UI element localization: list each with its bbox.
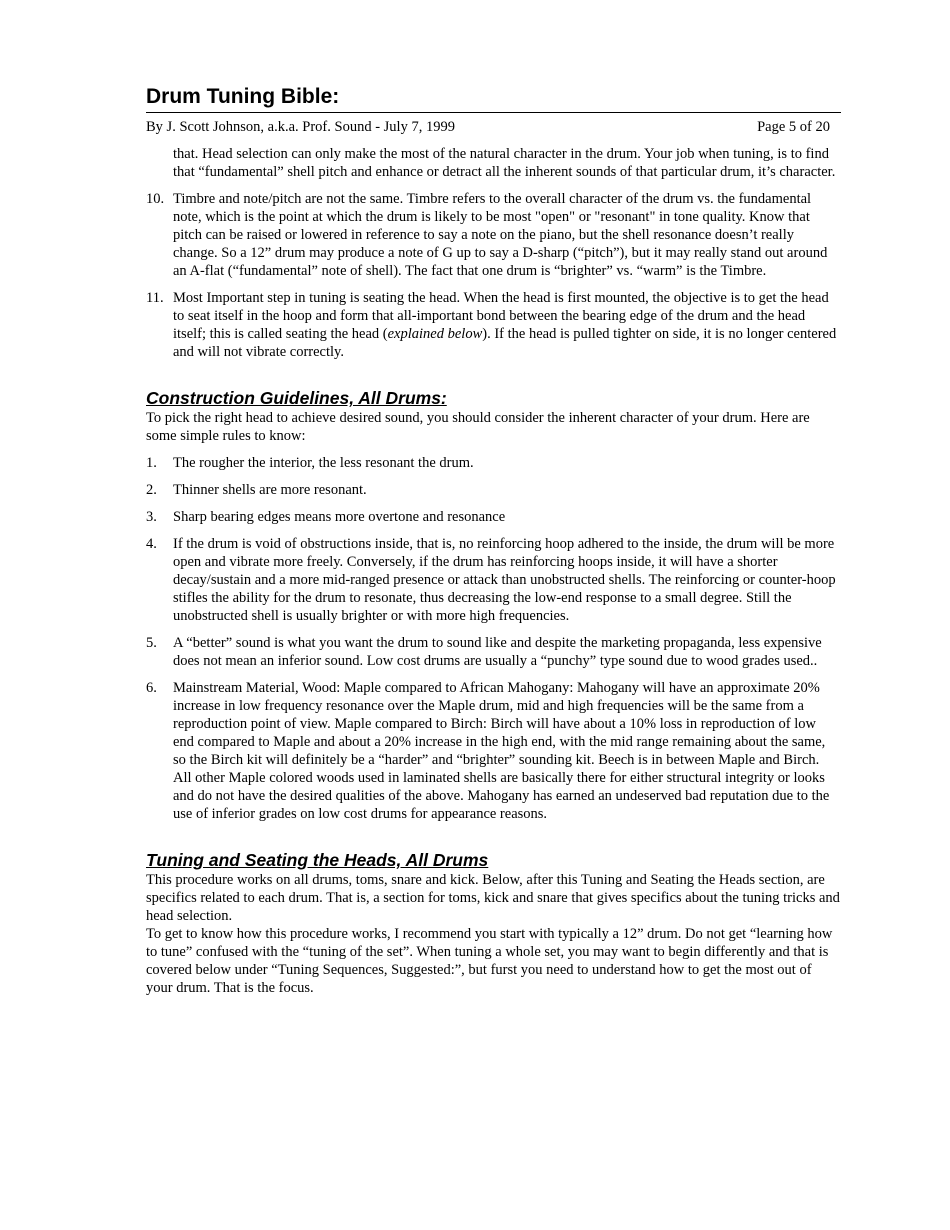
list-item-number: 2. [146, 482, 157, 498]
list-item-text: Mainstream Material, Wood: Maple compared to African Mahogany: Mahogany will have an approximate 20% increase in low frequency resonance over the Maple drum, mid and high frequencies will be the same from a reproduction point of view. Maple compared to Birch: Birch will have about a 10% loss in reproduction of low end compared to Maple and about a 20% increase in the high end, with the mid range remaining about the same, so the Birch kit will definitely be a “harder” and “brighter” sounding kit. Beech is in between Maple and Birch. All other Maple colored woods used in laminated shells are basically there for either structural integrity or looks and do not have the desired qualities of the above. Mahogany has earned an undeserved bad reputation due to the use of inferior grades on low cost drums for appearance reasons. [173, 680, 830, 822]
italic-text: explained below [387, 326, 483, 342]
list-item [146, 535, 840, 625]
author-line: By J. Scott Johnson, a.k.a. Prof. Sound - July 7, 1999 [146, 119, 455, 135]
list-item-number: 5. [146, 635, 157, 651]
document-title: Drum Tuning Bible: [146, 85, 340, 108]
list-item-text-part: ). If the head is pulled tighter on side, it is no longer centered and will not vibrate correctly. [173, 326, 837, 360]
numbered-list-top [146, 190, 840, 361]
list-item [146, 679, 840, 823]
list-item-text: The rougher the interior, the less resonant the drum. [173, 455, 474, 471]
list-item-number: 11. [146, 290, 164, 306]
numbered-list-construction [146, 454, 840, 823]
list-item [146, 508, 840, 526]
list-item [146, 454, 840, 472]
byline [146, 118, 830, 136]
list-item-text: A “better” sound is what you want the drum to sound like and despite the marketing propaganda, less expensive does not mean an inferior sound. Low cost drums are usually a “punchy” type sound due to wood grades used.. [173, 635, 822, 669]
list-item-text: Thinner shells are more resonant. [173, 482, 367, 498]
continued-paragraph: that. Head selection can only make the most of the natural character in the drum. Your job when tuning, is to find that “fundamental” shell pitch and enhance or detract all the inherent sounds of that particular drum, it’s character. [173, 146, 836, 180]
header-rule [146, 112, 841, 113]
list-item-number: 3. [146, 509, 157, 525]
list-item-number: 4. [146, 536, 157, 552]
section-heading-tuning: Tuning and Seating the Heads, All Drums [146, 850, 489, 870]
list-item-text [173, 290, 836, 360]
paragraph: To get to know how this procedure works, I recommend you start with typically a 12” drum. Do not get “learning how to tune” confused with the “tuning of the set”. When tuning a whole set, you may want to begin differently and that is covered below under “Tuning Sequences, Suggested:”, but furst you need to understand how to get the most out of your drum. That is the focus. [146, 926, 833, 996]
list-item-text-part: Most Important step in tuning is seating the head. When the head is first mounted, the objective is to get the head to seat itself in the hoop and form that all-important bond between the bearing edge of the drum and the head itself; this is called seating the head ( [173, 290, 829, 342]
list-item-number: 6. [146, 680, 157, 696]
paragraph: This procedure works on all drums, toms, snare and kick. Below, after this Tuning and Seating the Heads section, are specifics related to each drum. That is, a section for toms, kick and snare that gives specifics about the tuning tricks and head selection. [146, 872, 840, 924]
list-item [146, 634, 840, 670]
list-item-text: If the drum is void of obstructions inside, that is, no reinforcing hoop adhered to the inside, the drum will be more open and vibrate more freely. Conversely, if the drum has reinforcing hoops inside, it will have a shorter decay/sustain and a more mid-ranged presence or attack than unobstructed shells. The reinforcing or counter-hoop stifles the ability for the drum to resonate, thus decreasing the low-end response to a small degree. Still the unobstructed shell is usually brighter or with more high frequencies. [173, 536, 836, 624]
list-item-text: Timbre and note/pitch are not the same. Timbre refers to the overall character of the drum vs. the fundamental note, which is the point at which the drum is likely to be most "open" or "resonant" in tone quality. Know that pitch can be raised or lowered in reference to say a note on the piano, but the shell resonance doesn’t really change. So a 12” drum may produce a note of G up to say a D-sharp (“pitch”), but it may really stand out around an A-flat (“fundamental” note of shell). The fact that one drum is “brighter” vs. “warm” is the Timbre. [173, 191, 828, 279]
page-content [146, 145, 840, 997]
list-item [146, 481, 840, 499]
page-number: Page 5 of 20 [757, 119, 830, 135]
list-item [146, 190, 840, 280]
list-item [146, 289, 840, 361]
section-heading-construction: Construction Guidelines, All Drums: [146, 388, 447, 408]
list-item-number: 10. [146, 191, 165, 207]
list-item-number: 1. [146, 455, 157, 471]
section-intro: To pick the right head to achieve desired sound, you should consider the inherent character of your drum. Here are some simple rules to know: [146, 410, 810, 444]
list-item-text: Sharp bearing edges means more overtone and resonance [173, 509, 506, 525]
